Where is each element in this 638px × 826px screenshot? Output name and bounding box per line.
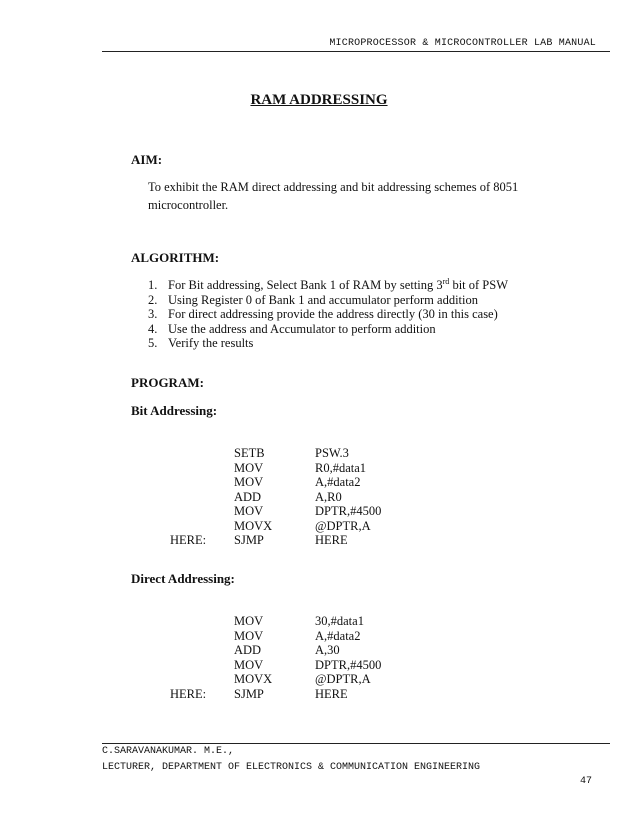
code-mnemonic: MOVX [234, 518, 273, 533]
page-title-wrapper [0, 92, 638, 109]
algorithm-step [148, 322, 508, 337]
code-line [170, 533, 470, 548]
program-heading: PROGRAM: [131, 375, 204, 390]
code-operand: A,30 [315, 643, 340, 657]
page-number: 47 [579, 776, 592, 787]
code-operand: DPTR,#4500 [315, 657, 382, 672]
bit-addressing-heading: Bit Addressing: [131, 403, 218, 418]
code-line [170, 614, 470, 629]
step-number: 4. [148, 321, 158, 336]
code-line [170, 658, 470, 673]
code-label: HERE: [170, 686, 207, 701]
code-mnemonic: MOV [234, 614, 264, 628]
code-line [170, 519, 470, 534]
aim-text: To exhibit the RAM direct addressing and bit addressing schemes of 8051 microcontroller. [148, 180, 519, 212]
algorithm-step [148, 278, 508, 293]
step-superscript: rd [442, 276, 450, 286]
code-mnemonic: MOV [234, 475, 264, 489]
code-line [170, 446, 470, 461]
algorithm-heading: ALGORITHM: [131, 250, 220, 265]
code-mnemonic: SJMP [234, 686, 264, 701]
step-number: 3. [148, 307, 158, 321]
code-operand: A,R0 [315, 489, 342, 504]
code-line [170, 687, 470, 702]
code-operand: R0,#data1 [315, 460, 367, 475]
algorithm-step [148, 307, 508, 322]
code-mnemonic: MOV [234, 657, 264, 672]
code-operand: @DPTR,A [315, 518, 371, 533]
step-text: Use the address and Accumulator to perform addition [168, 321, 436, 336]
code-operand: HERE [315, 686, 348, 701]
algorithm-list [148, 278, 508, 351]
footer-department: LECTURER, DEPARTMENT OF ELECTRONICS & COMMUNICATION ENGINEERING [102, 762, 481, 773]
code-operand: 30,#data1 [315, 614, 364, 628]
code-operand: @DPTR,A [315, 672, 371, 686]
algorithm-step [148, 293, 508, 308]
step-text: For direct addressing provide the address directly (30 in this case) [168, 307, 498, 321]
page-title: RAM ADDRESSING [250, 92, 388, 108]
code-label: HERE: [170, 533, 207, 547]
header-rule [102, 51, 610, 52]
code-line [170, 490, 470, 505]
code-mnemonic: MOV [234, 628, 264, 643]
step-text: For Bit addressing, Select Bank 1 of RAM by setting 3 [168, 278, 443, 292]
code-mnemonic: MOV [234, 460, 264, 475]
code-line [170, 629, 470, 644]
step-number: 1. [148, 278, 158, 292]
code-line [170, 643, 470, 658]
bit-addressing-code [170, 446, 470, 548]
code-mnemonic: SJMP [234, 533, 264, 547]
direct-addressing-heading: Direct Addressing: [131, 571, 235, 586]
code-line [170, 461, 470, 476]
code-operand: A,#data2 [315, 475, 361, 489]
code-mnemonic: MOV [234, 504, 264, 518]
code-mnemonic: ADD [234, 489, 262, 504]
step-number: 2. [148, 292, 158, 307]
running-header: MICROPROCESSOR & MICROCONTROLLER LAB MANUAL [329, 38, 596, 49]
direct-addressing-code [170, 614, 470, 701]
code-mnemonic: ADD [234, 643, 262, 657]
step-text: Using Register 0 of Bank 1 and accumulator perform addition [168, 292, 478, 307]
code-operand: PSW.3 [315, 446, 349, 460]
code-line [170, 475, 470, 490]
code-operand: A,#data2 [315, 628, 361, 643]
code-mnemonic: MOVX [234, 672, 273, 686]
step-text: Verify the results [168, 336, 254, 350]
code-mnemonic: SETB [234, 446, 265, 460]
code-line [170, 672, 470, 687]
footer-author: C.SARAVANAKUMAR. M.E., [102, 746, 235, 757]
algorithm-step [148, 336, 508, 351]
footer-rule [102, 743, 610, 744]
step-number: 5. [148, 336, 158, 350]
code-operand: DPTR,#4500 [315, 504, 382, 518]
step-text-after: bit of PSW [449, 278, 508, 292]
code-line [170, 504, 470, 519]
aim-heading: AIM: [131, 152, 163, 167]
code-operand: HERE [315, 533, 348, 547]
